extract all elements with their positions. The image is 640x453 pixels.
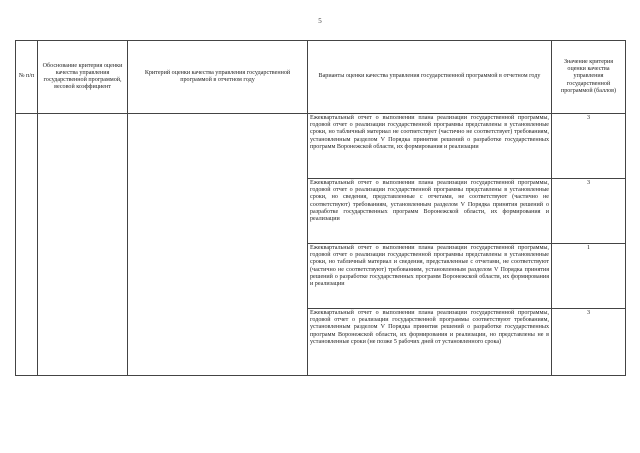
header-justification: Обоснование критерия оценки качества управления государственной программой, весовой коэффициент [38, 41, 128, 114]
cell-score: 1 [552, 244, 626, 309]
cell-variant: Ежеквартальный отчет о выполнении плана реализации государственной программы, годовой отчет о реализации государственной программы представлены в установленные сроки, но табличный материал и сведения, представленные с отчетами, не соответствуют (частично не соответствуют) требованиям, установленным разделом V Порядка принятия решений о разработке государственных программ Воронежской области, их формирования и реализации [308, 244, 552, 309]
cell-variant: Ежеквартальный отчет о выполнении плана реализации государственной программы, годовой отчет о реализации государственной программы представлены в установленные сроки, но сведения, представленные с отчетами, не соответствуют (частично не соответствуют) требованиям, установленным разделом V Порядка принятия решений о разработке государственных программ Воронежской области, их формирования и реализации [308, 179, 552, 244]
table-header-row [16, 41, 626, 114]
cell-number [16, 114, 38, 376]
cell-variant: Ежеквартальный отчет о выполнении плана реализации государственной программы, годовой отчет о реализации государственной программы представлены в установленные сроки, но табличный материал не соответствует (частично не соответствует) требованиям, установленным разделом V Порядка принятия решений о разработке государственных программ Воронежской области, их формирования и реализации [308, 114, 552, 179]
table-row [16, 114, 626, 179]
header-score: Значение критерия оценки качества управления государственной программой (баллов) [552, 41, 626, 114]
header-criterion: Критерий оценки качества управления государственной программой в отчетном году [128, 41, 308, 114]
cell-justification [38, 114, 128, 376]
cell-criterion [128, 114, 308, 376]
header-variants: Варианты оценки качества управления государственной программой в отчетном году [308, 41, 552, 114]
page-number: 5 [318, 17, 322, 25]
header-number: № п/п [16, 41, 38, 114]
cell-variant: Ежеквартальный отчет о выполнении плана реализации государственной программы, годовой отчет о реализации государственной программы соответствуют требованиям, установленным разделом V Порядка принятия решений о разработке государственных программ Воронежской области, их формирования и реализации, но представлены не в установленные сроки (не позже 5 рабочих дней от установленного срока) [308, 309, 552, 376]
cell-score: 3 [552, 179, 626, 244]
cell-score: 3 [552, 114, 626, 179]
cell-score: 3 [552, 309, 626, 376]
criteria-table [15, 40, 626, 376]
